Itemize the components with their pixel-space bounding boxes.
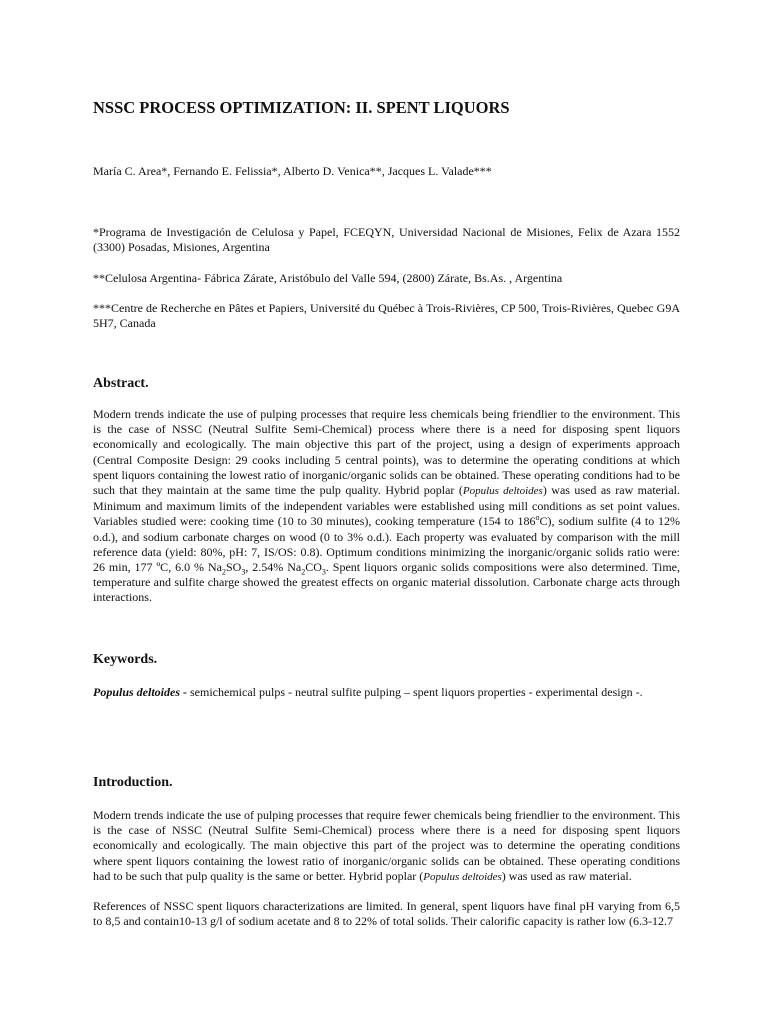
abstract-paragraph [93, 407, 680, 606]
affiliation-text: **Celulosa Argentina- Fábrica Zárate, Aristóbulo del Valle 594, (2800) Zárate, Bs.As. , Argentina [93, 271, 563, 285]
abstract-text-2: ) was used as raw material. Minimum and maximum limits of the independent variables were established using mill conditions as set point values. Variables studied were: cooking time (10 to 30 minutes), cooking temperature (154 to 186 [93, 483, 680, 529]
affiliation-1 [93, 225, 680, 255]
intro-text-1b: ) was used as raw material. [501, 868, 632, 883]
intro-text-1 [93, 808, 680, 885]
keywords-heading: Keywords. [93, 652, 158, 667]
affiliation-text: ***Centre de Recherche en Pâtes et Papiers, Université du Québec à Trois-Rivières, CP 500, Trois-Rivières, Quebec G9A 5H7, Canada [93, 301, 680, 331]
keywords-line [93, 685, 680, 700]
affiliation-text: *Programa de Investigación de Celulosa y Papel, FCEQYN, Universidad Nacional de Misiones, Felix de Azara 1552 (3300) Posadas, Misiones, Argentina [93, 225, 680, 255]
introduction-paragraph-2 [93, 899, 680, 929]
intro-text-2: References of NSSC spent liquors characterizations are limited. In general, spent liquors have final pH varying from 6,5 to 8,5 and contain10-13 g/l of sodium acetate and 8 to 22% of total solids. Their calorific capacity is rather low (6.3-12.7 [93, 899, 680, 929]
intro-text-1a: Modern trends indicate the use of pulping processes that require fewer chemicals being friendlier to the environment. This is the case of NSSC (Neutral Sulfite Semi-Chemical) process where there is a need for disposing spent liquors economically and ecologically. The main objective this part of the project was to determine the operating conditions where spent liquors containing the lowest ratio of inorganic/organic solids can be obtained. These operating conditions had to be such that pulp quality is the same or better. Hybrid poplar ( [93, 808, 680, 883]
abstract-text-5: , 2.54% Na [245, 560, 302, 575]
abstract-text-6: CO [305, 560, 322, 575]
subscript: 2 [301, 567, 306, 577]
introduction-heading: Introduction. [93, 775, 173, 790]
keyword-list: semichemical pulps - neutral sulfite pulping – spent liquors properties - experimental design -. [187, 685, 643, 699]
abstract-text-4: SO [225, 560, 242, 575]
subscript: 3 [241, 567, 246, 577]
subscript: 3 [321, 567, 326, 577]
abstract-body [93, 407, 680, 606]
keywords-body [93, 685, 680, 700]
subscript: 2 [221, 567, 226, 577]
affiliation-2 [93, 271, 680, 286]
abstract-text-3: C), sodium sulfite (4 to 12% o.d.), and sodium carbonate charges on wood (0 to 3% o.d.). Each property was evaluated by comparison with the mill reference data (yield: 80%, pH: 7, IS/OS: 0.8). Optimum conditions minimizing the inorganic/organic solids ratio were: 26 min, 177 ºC, 6.0 % Na [93, 514, 680, 575]
degree-mark: o [535, 513, 540, 523]
affiliation-3 [93, 301, 680, 331]
abstract-text-1: Modern trends indicate the use of pulping processes that require less chemicals being friendlier to the environment. This is the case of NSSC (Neutral Sulfite Semi-Chemical) process where there is a need for disposing spent liquors economically and ecologically. The main objective this part of the project, using a design of experiments approach (Central Composite Design: 29 cooks including 5 central points), was to determine the operating conditions at which spent liquors containing the lowest ratio of inorganic/organic solids can be obtained. These operating conditions had to be such that they maintain at the same time the pulp quality. Hybrid poplar ( [93, 407, 680, 498]
abstract-heading: Abstract. [93, 376, 149, 391]
species-name: Populus deltoides [462, 485, 543, 498]
abstract-text-7: . Spent liquors organic solids compositions were also determined. Time, temperature and sulfite charge showed the greatest effects on organic material dissolution. Carbonate charge acts through interactions. [93, 560, 680, 605]
keyword-species: Populus deltoides - [93, 685, 188, 699]
paper-title: NSSC PROCESS OPTIMIZATION: II. SPENT LIQUORS [93, 98, 510, 117]
introduction-paragraph-1 [93, 808, 680, 885]
author-list: María C. Area*, Fernando E. Felissia*, Alberto D. Venica**, Jacques L. Valade*** [93, 164, 492, 178]
species-name: Populus deltoides [423, 870, 502, 883]
